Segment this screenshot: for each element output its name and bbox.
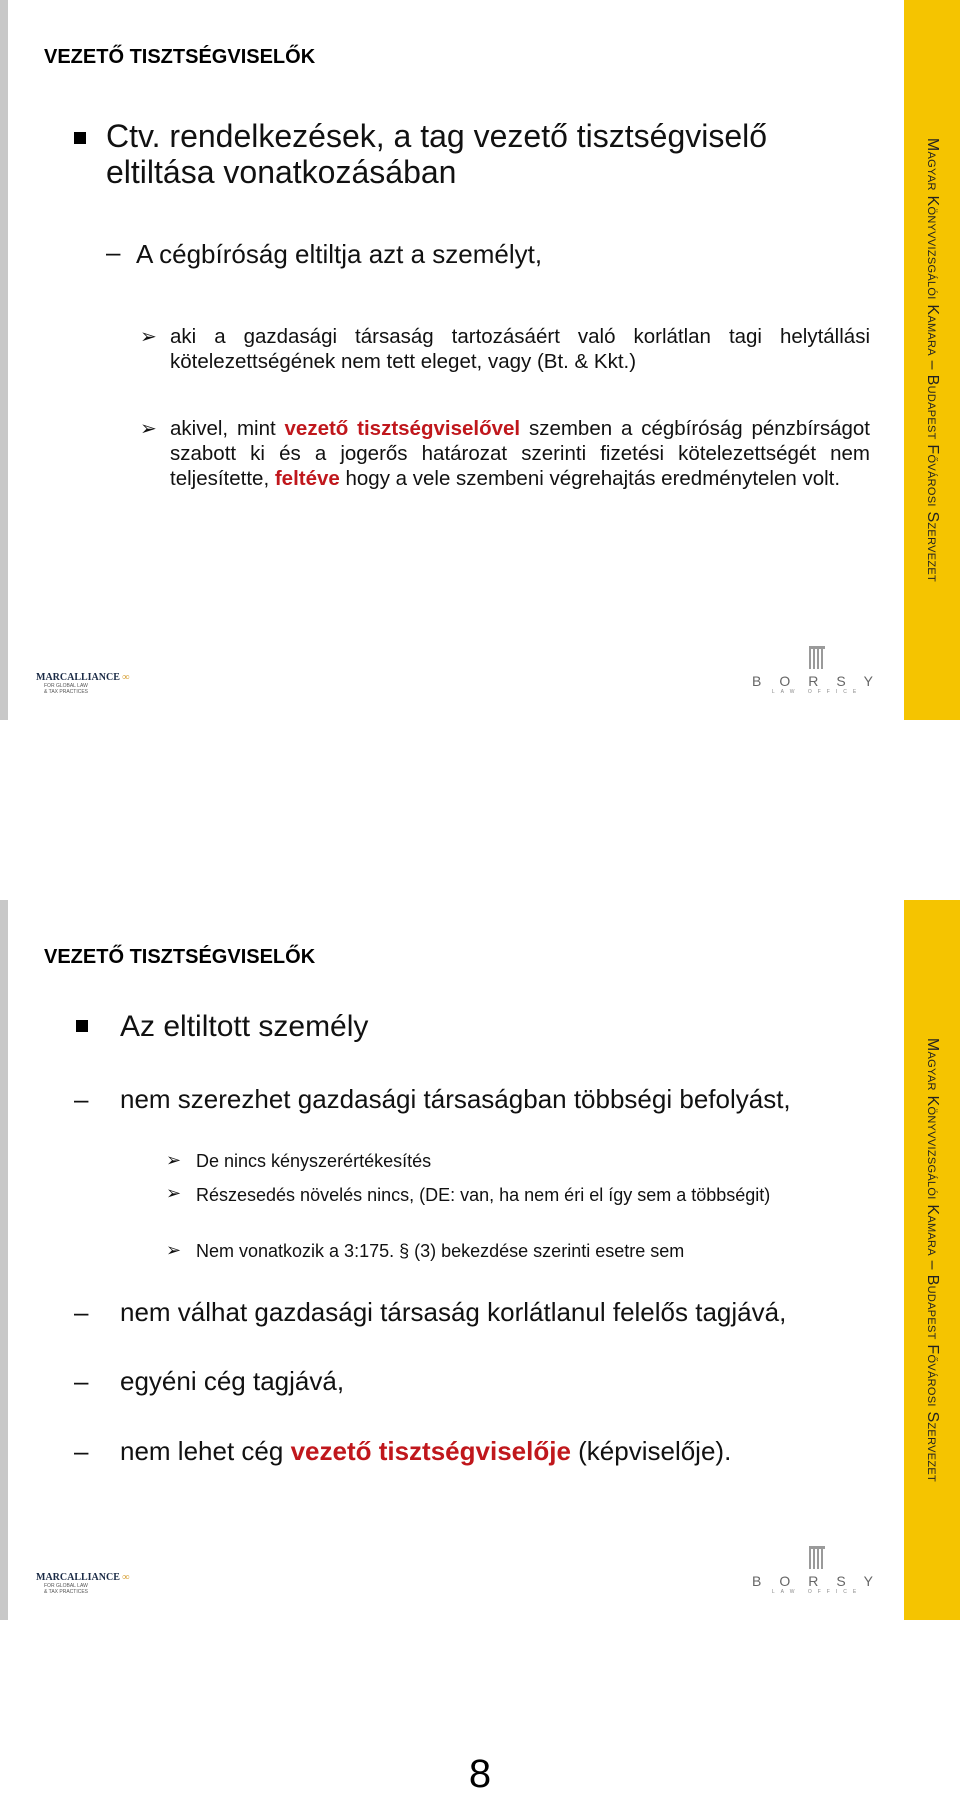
column-icon: [809, 646, 825, 669]
side-label: Magyar Könyvvizsgálói Kamara – Budapest Fővárosi Szervezet: [924, 137, 941, 583]
borsy-logo: BORSY LAW OFFICE: [752, 1546, 882, 1595]
dash-text-1: nem szerezhet gazdasági társaságban többségi befolyást,: [120, 1084, 791, 1114]
sub-item-2: Részesedés növelés nincs, (DE: van, ha nem éri el így sem a többségit): [196, 1185, 771, 1205]
item2-part-e: hogy a vele szembeni végrehajtás eredménytelen volt.: [339, 467, 841, 490]
dash-icon: –: [74, 1366, 89, 1396]
slide-left-rule: [0, 0, 8, 720]
list-item-1: aki a gazdasági társaság tartozásáért való korlátlan tagi helytállási kötelezettségének nem tett eleget, vagy (Bt. & Kkt.): [170, 325, 870, 373]
slide-1: [0, 0, 960, 720]
side-band: [904, 900, 960, 1620]
marcalliance-logo: MARCALLIANCE ∞ FOR GLOBAL LAW & TAX PRACTICES: [36, 672, 130, 695]
dash4-part-c: (képviselője).: [570, 1436, 732, 1466]
square-bullet-icon: [76, 1020, 88, 1032]
side-label: Magyar Könyvvizsgálói Kamara – Budapest Fővárosi Szervezet: [924, 1037, 941, 1483]
borsy-logo: BORSY LAW OFFICE: [752, 646, 882, 695]
dash-icon: –: [106, 237, 121, 267]
bullet-text: Ctv. rendelkezések, a tag vezető tisztségviselő eltiltása vonatkozásában: [106, 118, 768, 190]
arrow-bullet-icon: ➢: [166, 1150, 182, 1170]
list-item-2: [170, 416, 870, 491]
page-number: 8: [468, 1752, 492, 1796]
dash-icon: –: [74, 1436, 89, 1466]
dash-icon: –: [74, 1297, 89, 1327]
slide-heading: VEZETŐ TISZTSÉGVISELŐK: [44, 46, 316, 68]
side-band: [904, 0, 960, 720]
sub-item-1: De nincs kényszerértékesítés: [196, 1151, 432, 1171]
marcalliance-logo: MARCALLIANCE ∞ FOR GLOBAL LAW & TAX PRACTICES: [36, 1572, 130, 1595]
slide-2: [0, 900, 960, 1620]
highlight-felteve: feltéve: [274, 467, 340, 490]
slide-left-rule: [0, 900, 8, 1620]
dash-text-4: [120, 1436, 731, 1467]
highlight-vezeto: vezető tisztségviselője: [290, 1436, 571, 1466]
dash-text: A cégbíróság eltiltja azt a személyt,: [136, 239, 543, 269]
arrow-bullet-icon: ➢: [140, 418, 157, 440]
slide-heading: VEZETŐ TISZTSÉGVISELŐK: [44, 946, 316, 968]
item2-part-c: szemben a cégbíróság pénzbírságot szabott ki és a jogerős határozat szerinti fizetési kötelezettségét nem teljesítette,: [170, 417, 870, 490]
dash4-part-a: nem lehet cég: [120, 1436, 291, 1466]
column-icon: [809, 1546, 825, 1569]
item2-part-a: akivel, mint: [170, 417, 285, 440]
dash-text-2: nem válhat gazdasági társaság korlátlanul felelős tagjává,: [120, 1297, 787, 1327]
arrow-bullet-icon: ➢: [140, 326, 157, 348]
square-bullet-icon: [74, 132, 86, 144]
dash-text-3: egyéni cég tagjává,: [120, 1366, 345, 1396]
sub-item-3: Nem vonatkozik a 3:175. § (3) bekezdése szerinti esetre sem: [196, 1241, 685, 1261]
highlight-vezeto: vezető tisztségviselővel: [284, 417, 521, 440]
dash-icon: –: [74, 1084, 89, 1114]
arrow-bullet-icon: ➢: [166, 1183, 182, 1203]
bullet-text: Az eltiltott személy: [120, 1010, 369, 1043]
arrow-bullet-icon: ➢: [166, 1240, 182, 1260]
